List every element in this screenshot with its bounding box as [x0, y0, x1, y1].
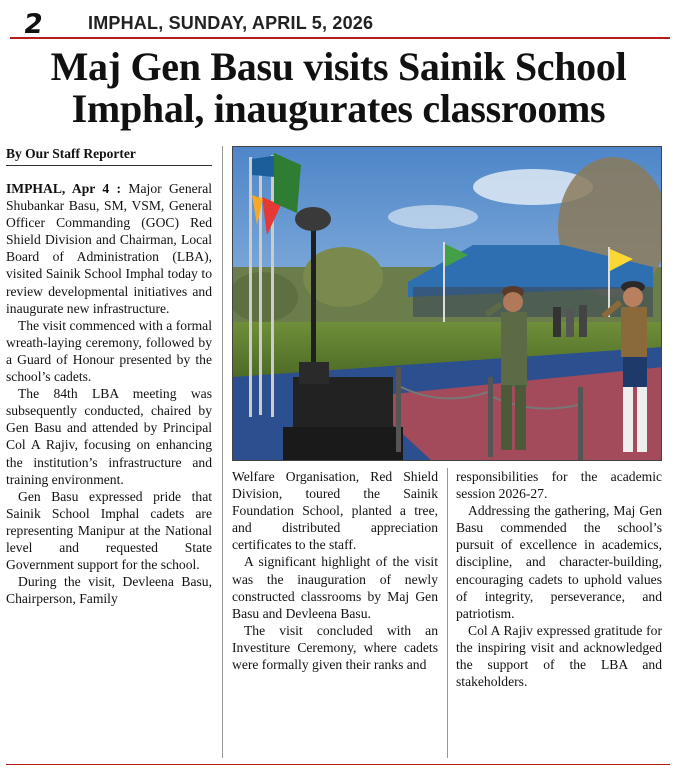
bottom-rule: [6, 764, 670, 765]
paragraph: Addressing the gathering, Maj Gen Basu commended the school’s pursuit of excellence in academics, discipline, and character-building, encouraging cadets to uphold values of integrity, perseverance, and patriotism.: [456, 503, 662, 621]
paragraph: A significant highlight of the visit was the inauguration of newly constructed classrooms by Maj Gen Basu and Devleena Basu.: [232, 554, 438, 621]
paragraph: The visit commenced with a formal wreath-laying ceremony, followed by a Guard of Honour presented by the school’s cadets.: [6, 317, 212, 385]
article-column-2: [232, 468, 438, 673]
page-masthead: [10, 7, 670, 39]
paragraph: Col A Rajiv expressed gratitude for the inspiring visit and acknowledged the support of the LBA and stakeholders.: [456, 622, 662, 690]
paragraph: The 84th LBA meeting was subsequently conducted, chaired by Gen Basu and attended by Principal Col A Rajiv, focusing on enhancing the institution’s infrastructure and training environment.: [6, 386, 212, 487]
paragraph-lead: IMPHAL, Apr 4 : Major General Shubankar Basu, SM, VSM, General Officer Commanding (GOC) Red Shield Division and Chairman, Local Board of Administration (LBA), visited Sainik School Imphal today to review developmental initiatives and inaugurate new infrastructure.: [6, 181, 213, 316]
paragraph: Gen Basu expressed pride that Sainik School Imphal cadets are representing Manipur at the National level and requested State Government support for the school.: [6, 488, 212, 573]
headline-line-1: Maj Gen Basu visits Sainik School: [50, 44, 627, 89]
column-rule: [222, 146, 223, 758]
headline: [0, 46, 677, 130]
page-number: 2: [21, 9, 45, 40]
paragraph: responsibilities for the academic session 2026-27.: [456, 469, 662, 502]
column-rule: [447, 468, 448, 758]
paragraph: Welfare Organisation, Red Shield Division, toured the Sainik Foundation School, planted a tree, and distributed appreciation certificates to the staff.: [232, 469, 438, 553]
byline-rule: [6, 165, 212, 166]
paragraph: During the visit, Devleena Basu, Chairperson, Family: [6, 574, 212, 607]
ceremony-photo: [232, 146, 662, 461]
byline: By Our Staff Reporter: [6, 146, 136, 161]
dateline: IMPHAL, SUNDAY, APRIL 5, 2026: [88, 13, 374, 33]
article-column-3: [456, 468, 662, 690]
headline-line-2: Imphal, inaugurates classrooms: [71, 86, 606, 131]
paragraph: The visit concluded with an Investiture Ceremony, where cadets were formally given their ranks and: [232, 622, 438, 673]
lead-dateline: IMPHAL, Apr 4 :: [6, 181, 122, 196]
ceremony-photo-icon: [233, 147, 662, 461]
article-column-1: [6, 180, 212, 607]
